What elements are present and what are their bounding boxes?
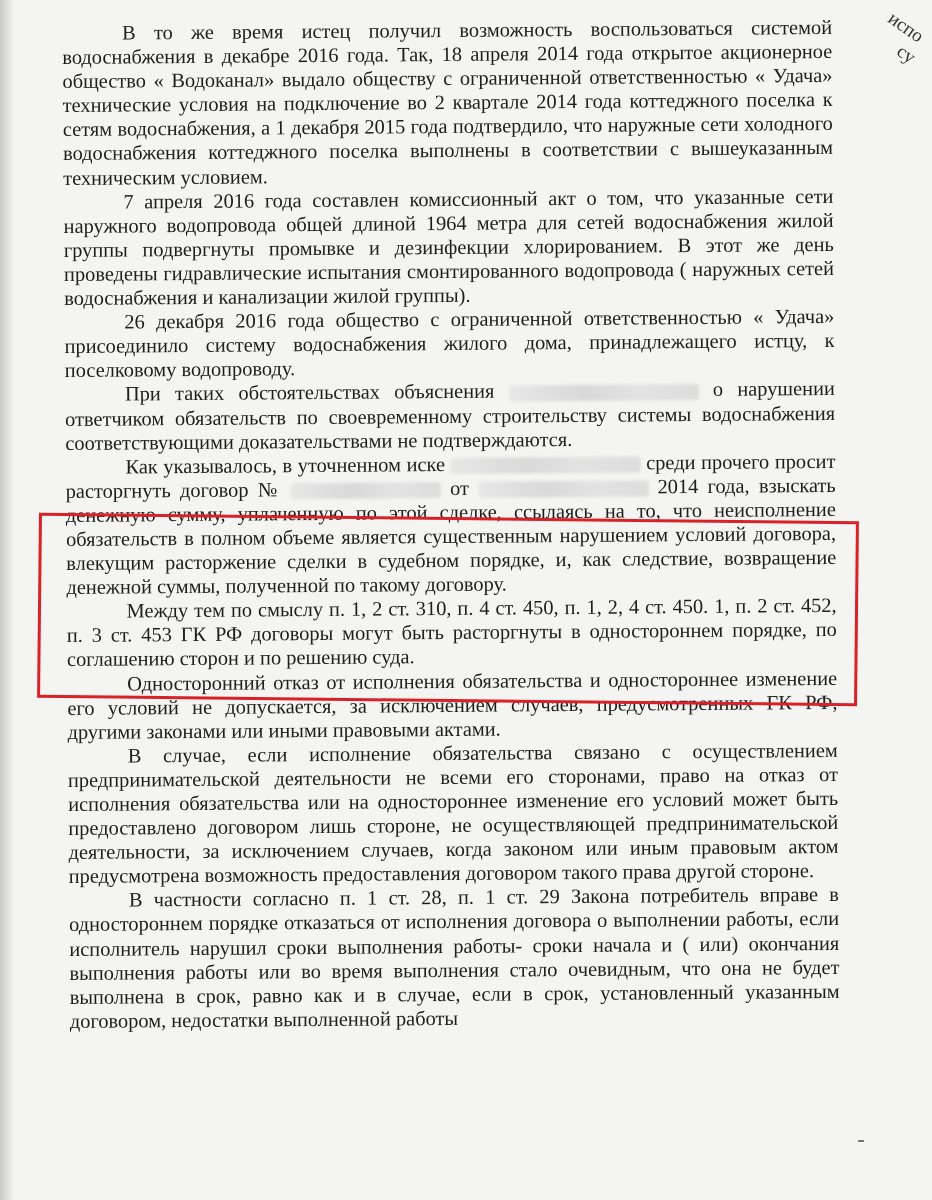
paragraph-consumer-law: В частности согласно п. 1 ст. 28, п. 1 ст. 29 Закона потребитель вправе в одностороннем порядке отказаться от исполнения договора о выполнении работы, если исполнитель нарушил сроки выполнения работы- сроки начала и ( или) окончания выполнения работы или во время выполнения стало очевидным, что она не будет выполнена в срок, равно как и в случае, если в срок, установленный указанным договором, недостатки выполненной работы: [69, 884, 840, 1033]
redacted-contract-date: [478, 481, 648, 498]
margin-note: [871, 8, 932, 69]
paragraph-circumstances-start: При таких обстоятельствах объяснения: [124, 381, 495, 406]
paragraph-connection: 26 декабря 2016 года общество с ограниченной ответственностью « Удача» присоединило систему водоснабжения жилого дома, принадлежащего истцу, к поселковому водопроводу.: [64, 306, 835, 383]
paragraph-water-supply: В то же время истец получил возможность воспользоваться системой водоснабжения в декабре 2016 года. Так, 18 апреля 2014 года открытое акционерное общество « Водоканал» выдало обществу с ограниченной ответственностью « Удача» технические условия на подключение во 2 квартале 2014 года коттеджного поселка к сетям водоснабжения, а 1 декабря 2015 года подтвердило, что наружные сети холодного водоснабжения коттеджного поселка выполнены в соответствии с вышеуказанным техническим условием.: [62, 16, 834, 190]
paragraph-claim-part1: Как указывалось, в уточненном иске: [125, 453, 446, 479]
redacted-name: [509, 384, 699, 401]
paragraph-circumstances: [65, 377, 836, 455]
redacted-plaintiff: [450, 456, 640, 473]
paragraph-entrepreneurial: В случае, если исполнение обязательства связано с осуществлением предпринимательской деятельности не всеми его сторонами, право на отказ от исполнения обязательства или на одностороннее изменение его условий может быть предоставлено договором лишь стороне, не осуществляющей предпринимательской деятельности, за исключением случаев, когда законом или иным правовым актом предусмотрена возможность предоставления договором такого права другой стороне.: [67, 739, 839, 889]
paragraph-claim-part3: от: [449, 477, 469, 500]
margin-note-line1: испо: [884, 8, 928, 48]
scan-mark: [858, 1140, 864, 1142]
paragraph-unilateral-refusal: Односторонний отказ от исполнения обязательства и одностороннее изменение его условий не допускается, за исключением случаев, предусмотренных ГК РФ, другими законами или иными правовыми актами.: [67, 667, 838, 744]
margin-note-line2: су: [892, 40, 920, 69]
highlight-box: [37, 513, 859, 707]
paragraph-circumstances-end: о нарушении ответчиком обязательств по своевременному строительству системы водоснабжения соответствующими доказательствами не подтверждаются.: [65, 378, 836, 455]
paragraph-termination: Между тем по смыслу п. 1, 2 ст. 310, п. 4 ст. 450, п. 1, 2, 4 ст. 450. 1, п. 2 ст. 452, п. 3 ст. 453 ГК РФ договоры могут быть расторгнуты в одностороннем порядке, по соглашению сторон и по решению суда.: [66, 595, 837, 672]
paragraph-commission-act: 7 апреля 2016 года составлен комиссионный акт о том, что указанные сети наружного водопровода общей длиной 1964 метра для сетей водоснабжения жилой группы подвергнуты промывке и дезинфекции хлорированием. В этот же день проведены гидравлические испытания смонтированного водопровода ( наружных сетей водоснабжения и канализации жилой группы).: [63, 185, 835, 311]
redacted-contract-number: [291, 482, 441, 499]
scan-edge-shadow: [0, 0, 14, 1200]
paragraph-claim-part2: среди прочего просит расторгнуть договор №: [65, 450, 836, 503]
paragraph-claim-part4: 2014 года, взыскать денежную сумму, уплаченную по этой сделке, ссылаясь на то, что неисполнение обязательств в полном объеме является существенным нарушением условий договора, влекущим расторжение сделки в судебном порядке, и, как следствие, возвращение денежной суммы, полученной по такому договору.: [65, 474, 837, 600]
